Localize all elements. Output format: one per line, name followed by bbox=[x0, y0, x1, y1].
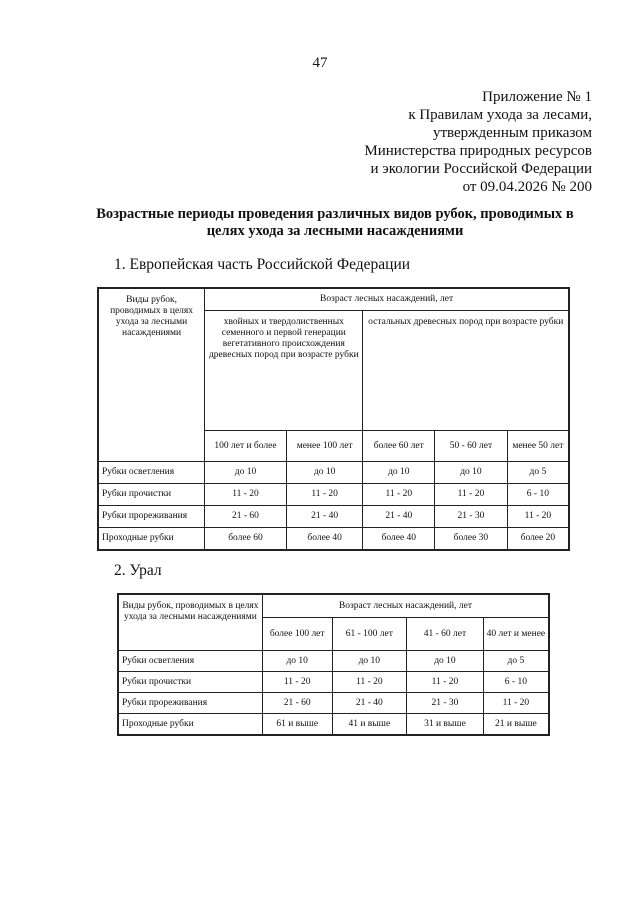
table-cell: 11 - 20 bbox=[363, 484, 435, 506]
row-label: Рубки прореживания bbox=[98, 506, 205, 528]
page-number: 47 bbox=[312, 55, 328, 71]
table-cell: более 30 bbox=[435, 528, 508, 551]
table-row bbox=[98, 462, 569, 484]
age-header: 100 лет и более bbox=[205, 431, 287, 462]
table-cell: 61 и выше bbox=[262, 714, 332, 736]
appendix-line: к Правилам ухода за лесами, bbox=[408, 107, 592, 123]
table-cell: до 10 bbox=[205, 462, 287, 484]
appendix-line: от 09.04.2026 № 200 bbox=[462, 179, 592, 195]
section-heading-ural: 2. Урал bbox=[114, 562, 162, 579]
table-cell: 21 - 30 bbox=[435, 506, 508, 528]
table-cell: более 20 bbox=[507, 528, 569, 551]
age-header: более 100 лет bbox=[262, 618, 332, 651]
table-cell: до 10 bbox=[363, 462, 435, 484]
table-cell: 11 - 20 bbox=[332, 672, 407, 693]
corner-header: Виды рубок, проводимых в целях ухода за лесными насаждениями bbox=[118, 594, 262, 651]
age-header: 61 - 100 лет bbox=[332, 618, 407, 651]
european-table bbox=[97, 287, 570, 551]
table-cell: 11 - 20 bbox=[286, 484, 363, 506]
table-cell: 11 - 20 bbox=[483, 693, 549, 714]
row-label: Рубки прочистки bbox=[98, 484, 205, 506]
table-cell: 11 - 20 bbox=[262, 672, 332, 693]
table-cell: более 40 bbox=[286, 528, 363, 551]
table-cell: до 10 bbox=[407, 651, 484, 672]
age-header: 40 лет и менее bbox=[483, 618, 549, 651]
table-cell: 31 и выше bbox=[407, 714, 484, 736]
table-cell: 21 - 60 bbox=[262, 693, 332, 714]
appendix-line: Министерства природных ресурсов bbox=[364, 143, 592, 159]
table-cell: 21 - 40 bbox=[286, 506, 363, 528]
table-cell: 11 - 20 bbox=[205, 484, 287, 506]
table-cell: до 10 bbox=[262, 651, 332, 672]
table-cell: до 5 bbox=[507, 462, 569, 484]
row-label: Рубки прореживания bbox=[118, 693, 262, 714]
corner-header: Виды рубок, проводимых в целях ухода за лесными насаждениями bbox=[98, 288, 205, 462]
table-cell: 21 - 40 bbox=[332, 693, 407, 714]
table-cell: более 40 bbox=[363, 528, 435, 551]
row-label: Рубки осветления bbox=[118, 651, 262, 672]
table-cell: до 10 bbox=[435, 462, 508, 484]
age-header: менее 100 лет bbox=[286, 431, 363, 462]
age-header: 41 - 60 лет bbox=[407, 618, 484, 651]
table-row bbox=[98, 506, 569, 528]
age-header: 50 - 60 лет bbox=[435, 431, 508, 462]
table-cell: 11 - 20 bbox=[435, 484, 508, 506]
table-cell: 11 - 20 bbox=[407, 672, 484, 693]
table-cell: 21 - 30 bbox=[407, 693, 484, 714]
table-cell: 11 - 20 bbox=[507, 506, 569, 528]
table-cell: 21 и выше bbox=[483, 714, 549, 736]
table-cell: 6 - 10 bbox=[507, 484, 569, 506]
sub-header-conifer: хвойных и твердолиственных семенного и первой генерации вегетативного происхождения древесных пород при возрасте рубки bbox=[205, 311, 363, 431]
group-header: Возраст лесных насаждений, лет bbox=[262, 594, 549, 618]
table-row bbox=[118, 651, 549, 672]
table-cell: 21 - 60 bbox=[205, 506, 287, 528]
table-row bbox=[118, 693, 549, 714]
group-header: Возраст лесных насаждений, лет bbox=[205, 288, 569, 311]
appendix-line: утвержденным приказом bbox=[432, 125, 592, 141]
section-heading-european: 1. Европейская часть Российской Федерации bbox=[114, 256, 411, 273]
document-title: Возрастные периоды проведения различных видов рубок, проводимых в целях ухода за лесными насаждениями bbox=[96, 206, 574, 239]
table-cell: до 10 bbox=[286, 462, 363, 484]
ural-table bbox=[117, 593, 550, 736]
age-header: более 60 лет bbox=[363, 431, 435, 462]
table-row bbox=[98, 528, 569, 551]
table-cell: 21 - 40 bbox=[363, 506, 435, 528]
row-label: Рубки осветления bbox=[98, 462, 205, 484]
age-header: менее 50 лет bbox=[507, 431, 569, 462]
row-label: Проходные рубки bbox=[118, 714, 262, 736]
table-cell: до 5 bbox=[483, 651, 549, 672]
row-label: Проходные рубки bbox=[98, 528, 205, 551]
table-cell: 6 - 10 bbox=[483, 672, 549, 693]
table-row bbox=[98, 484, 569, 506]
sub-header-other: остальных древесных пород при возрасте рубки bbox=[363, 311, 569, 431]
table-row bbox=[118, 672, 549, 693]
appendix-line: Приложение № 1 bbox=[482, 89, 592, 105]
table-cell: более 60 bbox=[205, 528, 287, 551]
appendix-block bbox=[364, 88, 592, 196]
appendix-line: и экологии Российской Федерации bbox=[370, 161, 592, 177]
table-row bbox=[118, 714, 549, 736]
table-cell: до 10 bbox=[332, 651, 407, 672]
row-label: Рубки прочистки bbox=[118, 672, 262, 693]
table-cell: 41 и выше bbox=[332, 714, 407, 736]
